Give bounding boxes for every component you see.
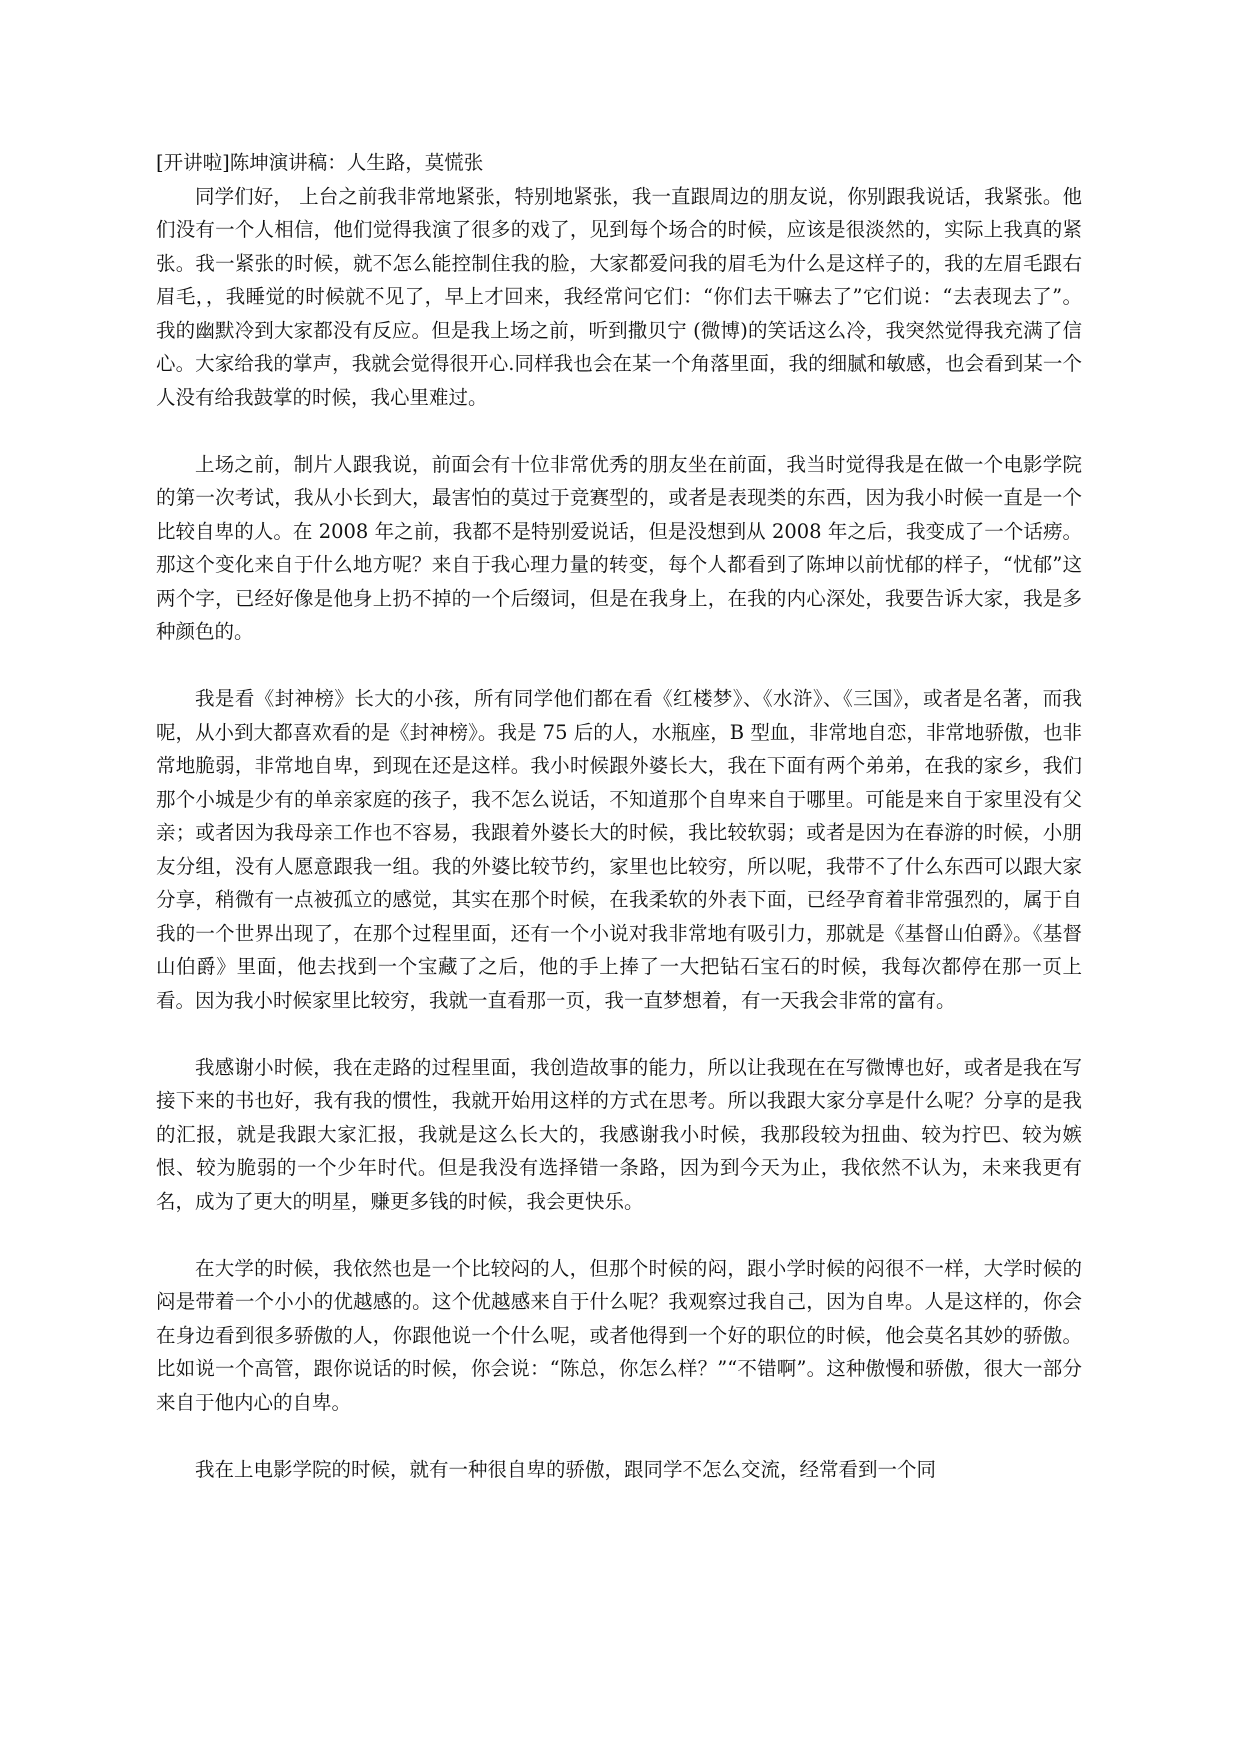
paragraph: 我是看《封神榜》长大的小孩，所有同学他们都在看《红楼梦》、《水浒》、《三国》，或者是名著，而我呢，从小到大都喜欢看的是《封神榜》。我是 75 后的人，水瓶座，B 型血，非常地自恋，非常地骄傲，也非常地脆弱，非常地自卑，到现在还是这样。我小时候跟外婆长大，我在下面有两个弟弟，在我的家乡，我们那个小城是少有的单亲家庭的孩子，我不怎么说话，不知道那个自卑来自于哪里。可能是来自于家里没有父亲；或者因为我母亲工作也不容易，我跟着外婆长大的时候，我比较软弱；或者是因为在春游的时候，小朋友分组，没有人愿意跟我一组。我的外婆比较节约，家里也比较穷，所以呢，我带不了什么东西可以跟大家分享，稍微有一点被孤立的感觉，其实在那个时候，在我柔软的外表下面，已经孕育着非常强烈的，属于自我的一个世界出现了，在那个过程里面，还有一个小说对我非常地有吸引力，那就是《基督山伯爵》。《基督山伯爵》里面，他去找到一个宝藏了之后，他的手上捧了一大把钻石宝石的时候，我每次都停在那一页上看。因为我小时候家里比较穷，我就一直看那一页，我一直梦想着，有一天我会非常的富有。: [156, 687, 1082, 1012]
paragraph: 上场之前，制片人跟我说，前面会有十位非常优秀的朋友坐在前面，我当时觉得我是在做一个电影学院的第一次考试，我从小长到大，最害怕的莫过于竞赛型的，或者是表现类的东西，因为我小时候一直是一个比较自卑的人。在 2008 年之前，我都不是特别爱说话，但是没想到从 2008 年之后，我变成了一个话痨。那这个变化来自于什么地方呢？来自于我心理力量的转变，每个人都看到了陈坤以前忧郁的样子，“忧郁”这两个字，已经好像是他身上扔不掉的一个后缀词，但是在我身上，在我的内心深处，我要告诉大家，我是多种颜色的。: [156, 452, 1082, 643]
paragraph: 我在上电影学院的时候，就有一种很自卑的骄傲，跟同学不怎么交流，经常看到一个同: [195, 1457, 937, 1481]
document-title: [开讲啦]陈坤演讲稿：人生路，莫慌张: [156, 151, 484, 174]
paragraph: 在大学的时候，我依然也是一个比较闷的人，但那个时候的闷，跟小学时候的闷很不一样，大学时候的闷是带着一个小小的优越感的。这个优越感来自于什么呢？我观察过我自己，因为自卑。人是这样的，你会在身边看到很多骄傲的人，你跟他说一个什么呢，或者他得到一个好的职位的时候，他会莫名其妙的骄傲。比如说一个高管，跟你说话的时候，你会说：“陈总，你怎么样？”“不错啊”。这种傲慢和骄傲，很大一部分来自于他内心的自卑。: [156, 1256, 1082, 1414]
paragraph: 同学们好， 上台之前我非常地紧张，特别地紧张，我一直跟周边的朋友说，你别跟我说话，我紧张。他们没有一个人相信，他们觉得我演了很多的戏了，见到每个场合的时候，应该是很淡然的，实际上我真的紧张。我一紧张的时候，就不怎么能控制住我的脸，大家都爱问我的眉毛为什么是这样子的，我的左眉毛跟右眉毛，，我睡觉的时候就不见了，早上才回来，我经常问它们：“你们去干嘛去了”它们说：“去表现去了”。我的幽默冷到大家都没有反应。但是我上场之前，听到撒贝宁 (微博)的笑话这么冷，我突然觉得我充满了信心。大家给我的掌声，我就会觉得很开心.同样我也会在某一个角落里面，我的细腻和敏感，也会看到某一个人没有给我鼓掌的时候，我心里难过。: [156, 184, 1082, 409]
document-body: [156, 146, 1082, 1486]
paragraph: 我感谢小时候，我在走路的过程里面，我创造故事的能力，所以让我现在在写微博也好，或者是我在写接下来的书也好，我有我的惯性，我就开始用这样的方式在思考。所以我跟大家分享是什么呢？分享的是我的汇报，就是我跟大家汇报，我就是这么长大的，我感谢我小时候，我那段较为扭曲、较为拧巴、较为嫉恨、较为脆弱的一个少年时代。但是我没有选择错一条路，因为到今天为止，我依然不认为，未来我更有名，成为了更大的明星，赚更多钱的时候，我会更快乐。: [156, 1055, 1082, 1213]
